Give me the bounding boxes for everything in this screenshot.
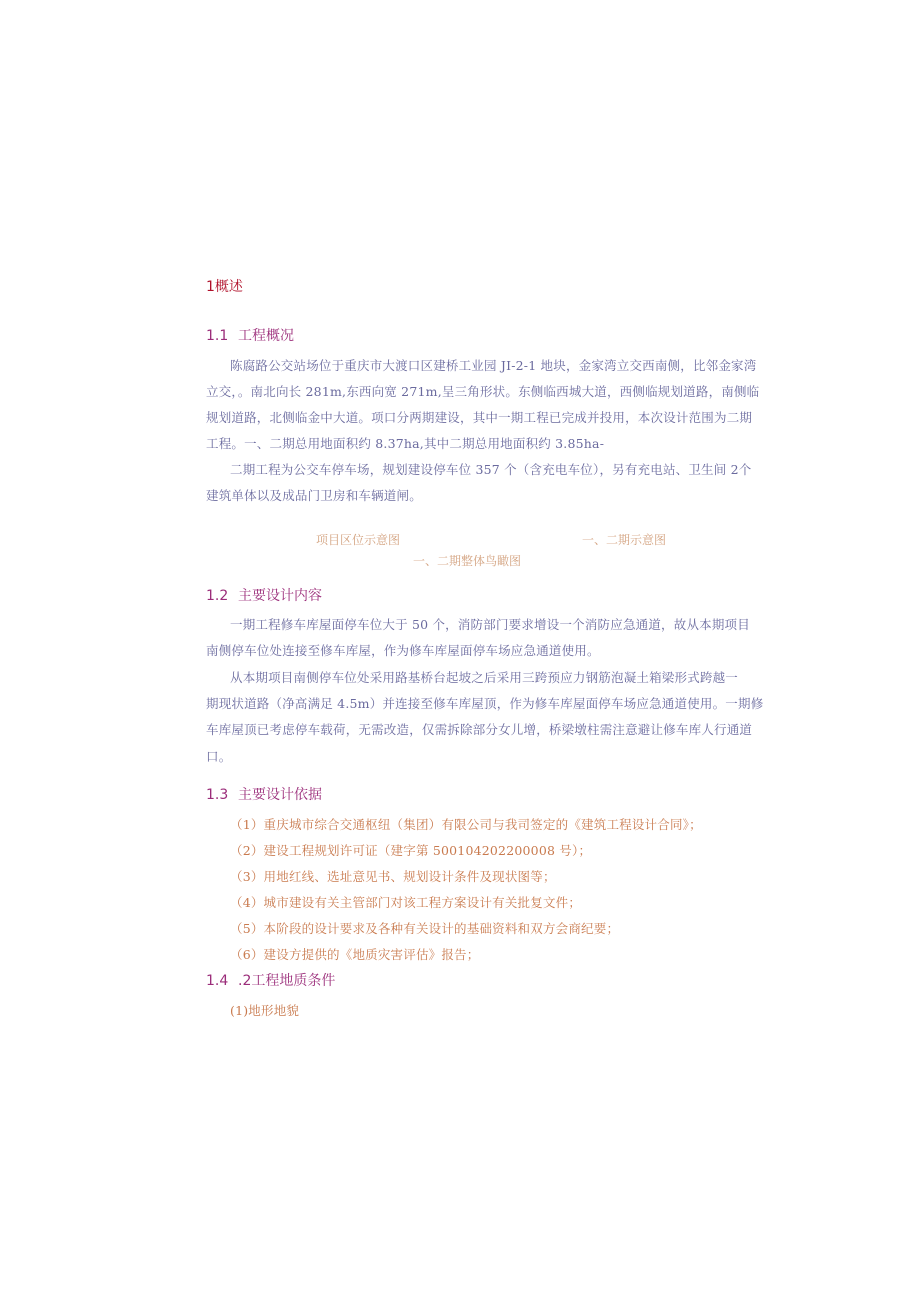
section-heading-1-2 xyxy=(206,585,322,605)
basis-item: （4）城市建设有关主管部门对该工程方案设计有关批复文件； xyxy=(230,895,582,910)
paragraph-line: 规划道路，北侧临金中大道。项口分两期建设，其中一期工程已完成并投用，本次设计范围为二期 xyxy=(206,410,753,425)
paragraph-line: 二期工程为公交车停车场，规划建设停车位 357 个（含充电车位），另有充电站、卫生间 2个 xyxy=(230,462,752,477)
figure-caption-phases: 一、二期示意图 xyxy=(582,533,667,547)
paragraph-line: 一期工程修车库屋面停车位大于 50 个，消防部门要求增设一个消防应急通道，故从本期项目 xyxy=(230,617,750,632)
paragraph-line: 陈腐路公交站场位于重庆市大渡口区建桥工业园 JI-2-1 地块，金家湾立交西南侧，比邻金家湾 xyxy=(230,358,757,373)
basis-item: （5）本阶段的设计要求及各种有关设计的基础资料和双方会商纪要； xyxy=(230,921,620,936)
paragraph-line: 南侧停车位处连接至修车库屋，作为修车库屋面停车场应急通道使用。 xyxy=(206,643,600,658)
paragraph-line: 立交，。南北向长 281m,东西向宽 271m,呈三角形状。东侧临西城大道，西侧临规划道路，南侧临 xyxy=(206,384,760,399)
section-title: 主要设计依据 xyxy=(238,787,322,803)
paragraph-line: 车库屋顶已考虑停车载荷，无需改造，仅需拆除部分女儿增，桥梁墩柱需注意避让修车库人行通道 xyxy=(206,722,753,737)
figure-caption-aerial: 一、二期整体鸟瞰图 xyxy=(413,554,522,568)
section-number: 1.4 xyxy=(206,973,229,989)
paragraph-line: 工程。一、二期总用地面积约 8.37ha,其中二期总用地面积约 3.85ha- xyxy=(206,436,605,451)
section-title: .2工程地质条件 xyxy=(238,973,336,989)
figure-caption-location: 项目区位示意图 xyxy=(316,533,401,547)
basis-item: （2）建设工程规划许可证（建字第 500104202200008 号）； xyxy=(230,843,592,858)
section-heading-1-4 xyxy=(206,970,335,990)
section-number: 1.2 xyxy=(206,588,229,604)
paragraph-line: 期现状道路（净高满足 4.5m）并连接至修车库屋顶，作为修车库屋面停车场应急通道使用。一期修 xyxy=(206,696,764,711)
section-title: 主要设计内容 xyxy=(238,588,322,604)
paragraph-line: 建筑单体以及成品门卫房和车辆道闸。 xyxy=(206,488,422,503)
section-number: 1.3 xyxy=(206,787,229,803)
section-number: 1.1 xyxy=(206,328,229,344)
chapter-title: 1概述 xyxy=(206,279,243,295)
section-title: 工程概况 xyxy=(238,328,294,344)
section-heading-1-3 xyxy=(206,784,322,804)
geology-item: (1)地形地貌 xyxy=(230,1003,300,1018)
section-heading-1-1 xyxy=(206,325,294,345)
basis-item: （6）建设方提供的《地质灾害评估》报告； xyxy=(230,947,480,962)
paragraph-line: 口。 xyxy=(206,749,232,764)
paragraph-line: 从本期项目南侧停车位处采用路基桥台起坡之后采用三跨预应力钢筋泡凝土箱梁形式跨越一 xyxy=(230,670,739,685)
basis-item: （3）用地红线、选址意见书、规划设计条件及现状图等； xyxy=(230,869,556,884)
basis-item: （1）重庆城市综合交通枢纽（集团）有限公司与我司签定的《建筑工程设计合同》； xyxy=(230,817,702,832)
